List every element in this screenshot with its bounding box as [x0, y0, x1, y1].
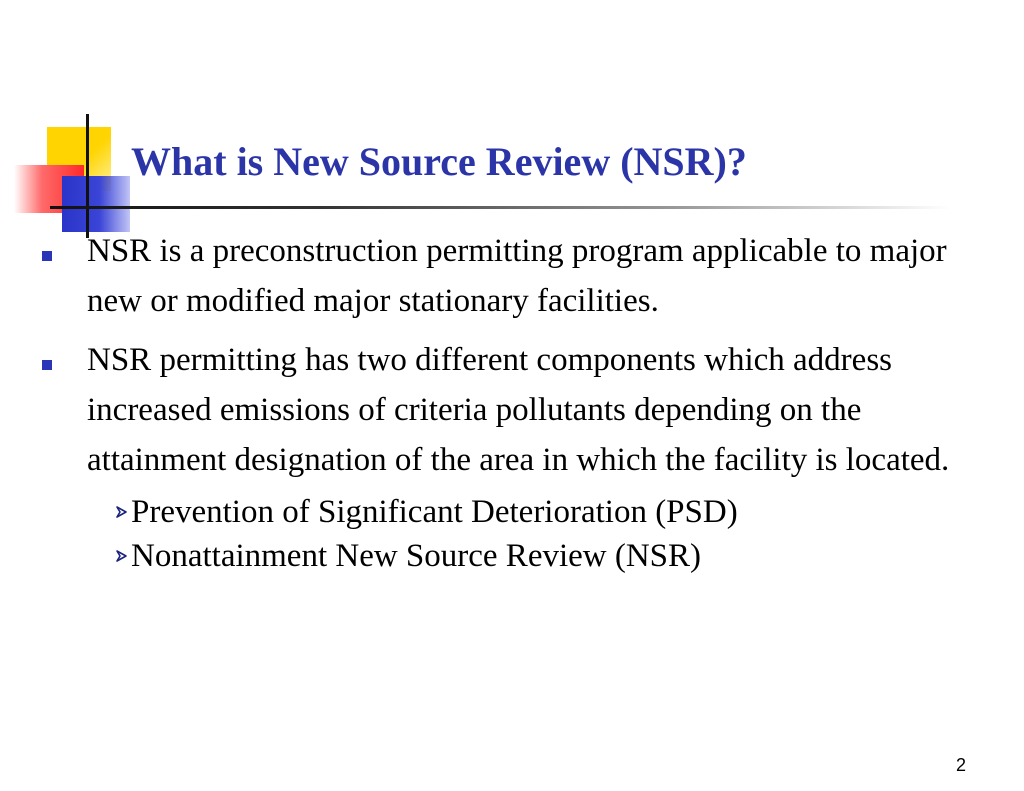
sub-bullet-item — [115, 490, 990, 534]
sub-bullet-text: Nonattainment New Source Review (NSR) — [131, 538, 702, 574]
logo-vertical-line — [86, 114, 89, 238]
logo-blue-square — [62, 176, 130, 232]
arrow-bullet-icon — [115, 505, 129, 519]
slide-title: What is New Source Review (NSR)? — [131, 139, 747, 184]
bullet-list — [40, 226, 990, 578]
square-bullet-icon — [42, 251, 52, 261]
sub-bullet-list — [40, 490, 990, 578]
bullet-item — [40, 226, 990, 326]
bullet-text: NSR is a preconstruction permitting program applicable to major new or modified major stationary facilities. — [87, 233, 947, 319]
slide-logo — [0, 0, 160, 240]
square-bullet-icon — [42, 360, 52, 370]
title-underline — [50, 206, 950, 209]
bullet-text: NSR permitting has two different components which address increased emissions of criteria pollutants depending on the attainment designation of the area in which the facility is located. — [87, 342, 950, 478]
arrow-bullet-icon — [115, 549, 129, 563]
sub-bullet-text: Prevention of Significant Deterioration (PSD) — [131, 494, 738, 530]
sub-bullet-item — [115, 534, 990, 578]
bullet-item — [40, 335, 990, 485]
page-number: 2 — [955, 755, 966, 775]
